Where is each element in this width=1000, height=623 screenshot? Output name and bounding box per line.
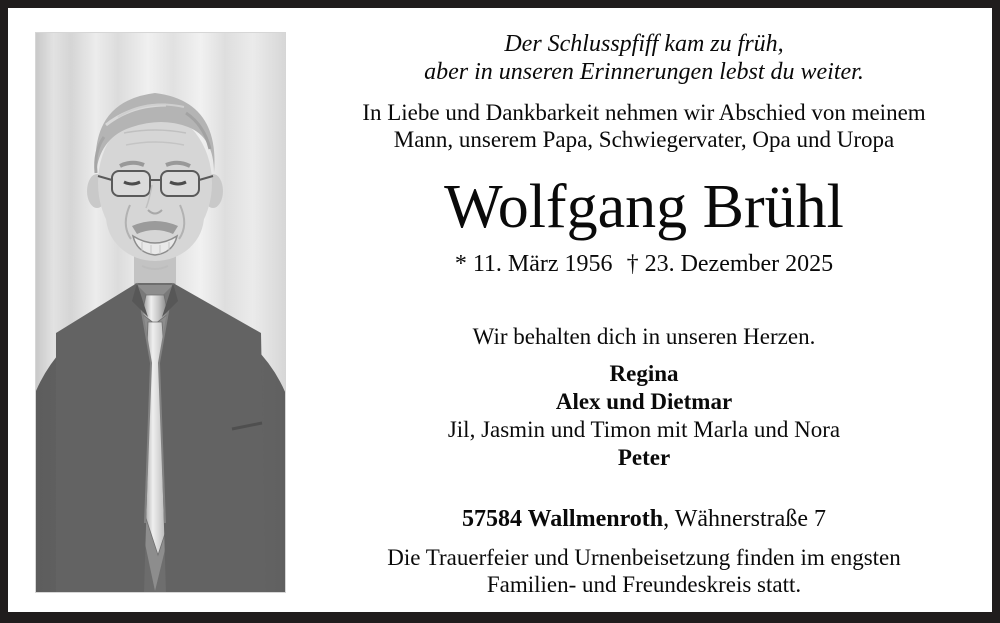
portrait-svg (36, 33, 285, 592)
mourner-name: Jil, Jasmin und Timon mit Marla und Nora (447, 417, 841, 442)
intro-line2: Mann, unserem Papa, Schwiegervater, Opa und Uropa (393, 127, 895, 152)
birth-date: * 11. März 1956 (454, 251, 613, 277)
farewell-line: Wir behalten dich in unseren Herzen. (472, 324, 816, 349)
address-city: 57584 Wallmenroth (462, 506, 664, 532)
mourner-name: Regina (609, 361, 679, 386)
funeral-note (300, 544, 988, 598)
intro-line1: In Liebe und Dankbarkeit nehmen wir Abschied von meinem (362, 100, 926, 125)
portrait-photo (36, 33, 285, 592)
obituary-text-column (300, 8, 988, 612)
mourners-list (300, 360, 988, 472)
epigraph (300, 30, 988, 86)
mourner-name: Peter (617, 445, 671, 470)
life-dates (300, 250, 988, 278)
intro-text (300, 99, 988, 153)
death-date: † 23. Dezember 2025 (626, 251, 834, 277)
funeral-note-line2: Familien- und Freundeskreis statt. (486, 572, 802, 597)
address-line (300, 505, 988, 533)
epigraph-line1: Der Schlusspfiff kam zu früh, (504, 31, 784, 57)
epigraph-line2: aber in unseren Erinnerungen lebst du weiter. (424, 59, 864, 85)
deceased-name: Wolfgang Brühl (444, 173, 844, 241)
mourner-name: Alex und Dietmar (555, 389, 733, 414)
address-street: , Wähnerstraße 7 (663, 506, 826, 532)
funeral-note-line1: Die Trauerfeier und Urnenbeisetzung finden im engsten (387, 545, 901, 570)
